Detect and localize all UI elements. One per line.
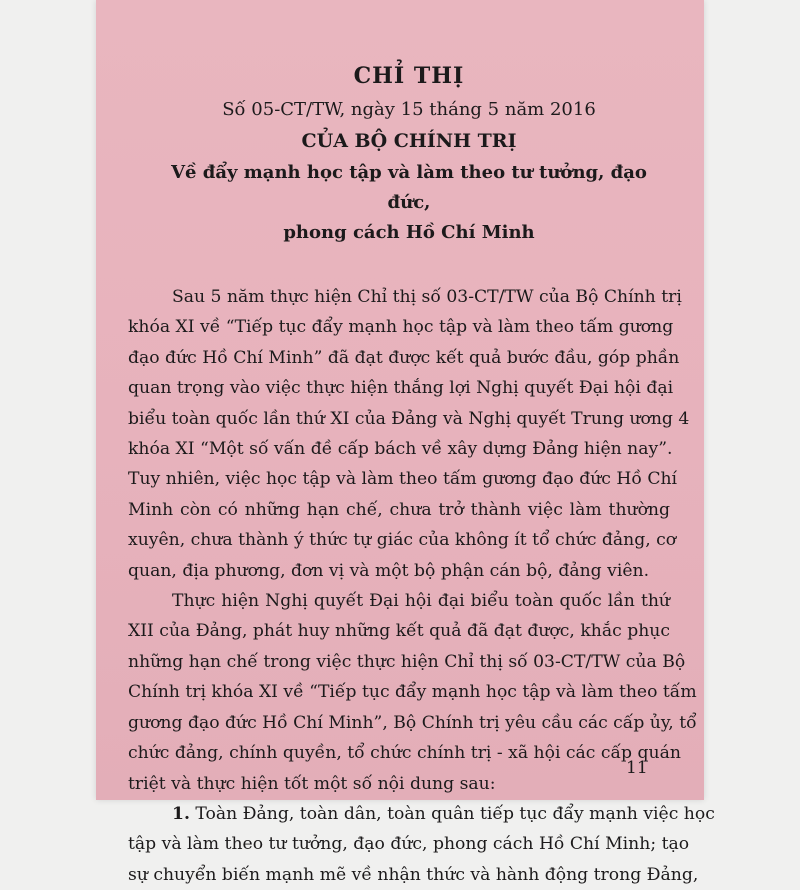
text-line: Sau 5 năm thực hiện Chỉ thị số 03-CT/TW của Bộ Chính trị — [172, 287, 682, 307]
paragraph-2 — [128, 586, 697, 799]
text-line: gương đạo đức Hồ Chí Minh”, Bộ Chính trị yêu cầu các cấp ủy, tổ — [128, 712, 697, 733]
item-text: Toàn Đảng, toàn dân, toàn quân tiếp tục đẩy mạnh việc học — [195, 803, 715, 824]
text-line: Minh còn có những hạn chế, chưa trở thành việc làm thường — [128, 499, 670, 520]
text-line: khóa XI về “Tiếp tục đẩy mạnh học tập và làm theo tấm gương — [128, 317, 674, 338]
text-line: Thực hiện Nghị quyết Đại hội đại biểu toàn quốc lần thứ — [172, 591, 670, 612]
text-line: quan, địa phương, đơn vị và một bộ phận cán bộ, đảng viên. — [128, 560, 650, 581]
text-line: triệt và thực hiện tốt một số nội dung sau: — [128, 773, 496, 794]
item-number: 1. — [172, 803, 190, 824]
text-line: những hạn chế trong việc thực hiện Chỉ thị số 03-CT/TW của Bộ — [128, 651, 686, 672]
paragraph-1 — [128, 282, 690, 586]
page-number: 11 — [626, 758, 648, 778]
text-line: Tuy nhiên, việc học tập và làm theo tấm gương đạo đức Hồ Chí — [128, 469, 678, 490]
document-subject — [148, 158, 670, 248]
subject-line: phong cách Hồ Chí Minh — [283, 222, 535, 243]
text-line: chức đảng, chính quyền, tổ chức chính trị - xã hội các cấp quán — [128, 743, 681, 764]
item-first-line — [128, 799, 715, 829]
text-line: khóa XI “Một số vấn đề cấp bách về xây dựng Đảng hiện nay”. — [128, 439, 673, 460]
directive-document — [128, 56, 715, 890]
document-title: CHỈ THỊ — [353, 63, 465, 89]
document-number-date: Số 05-CT/TW, ngày 15 tháng 5 năm 2016 — [222, 99, 596, 120]
text-line: tập và làm theo tư tưởng, đạo đức, phong cách Hồ Chí Minh; tạo — [128, 834, 690, 855]
text-line: sự chuyển biến mạnh mẽ về nhận thức và hành động trong Đảng, — [128, 864, 699, 885]
text-line: đạo đức Hồ Chí Minh” đã đạt được kết quả bước đầu, góp phần — [128, 347, 680, 368]
issuing-body: CỦA BỘ CHÍNH TRỊ — [301, 130, 517, 152]
text-line: quan trọng vào việc thực hiện thắng lợi Nghị quyết Đại hội đại — [128, 378, 674, 399]
item-1 — [128, 799, 715, 890]
text-line: xuyên, chưa thành ý thức tự giác của không ít tổ chức đảng, cơ — [128, 530, 677, 551]
document-body — [128, 282, 715, 890]
subject-line: Về đẩy mạnh học tập và làm theo tư tưởng, đạo đức, — [171, 162, 647, 213]
text-line: biểu toàn quốc lần thứ XI của Đảng và Nghị quyết Trung ương 4 — [128, 408, 690, 429]
text-line: XII của Đảng, phát huy những kết quả đã đạt được, khắc phục — [128, 621, 670, 642]
text-line: Chính trị khóa XI về “Tiếp tục đẩy mạnh học tập và làm theo tấm — [128, 682, 697, 703]
